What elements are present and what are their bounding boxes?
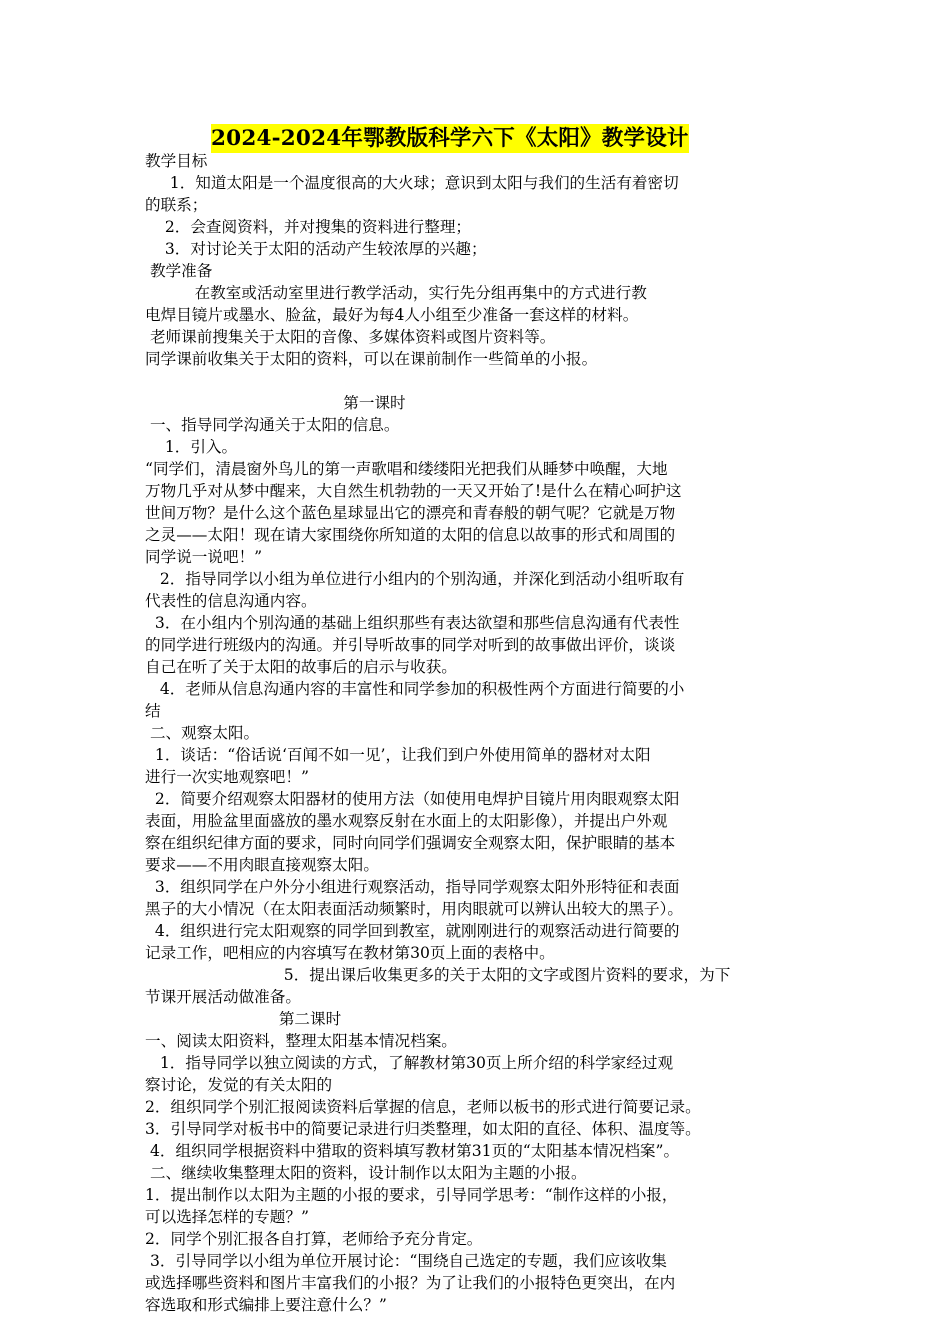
text-line: 电焊目镜片或墨水、脸盆，最好为每4人小组至少准备一套这样的材料。 [145,306,639,324]
text-line: 表面，用脸盆里面盛放的墨水观察反射在水面上的太阳影像），并提出户外观 [145,812,668,830]
text-line: 同学课前收集关于太阳的资料，可以在课前制作一些简单的小报。 [145,350,598,368]
text-line: 4．组织同学根据资料中猎取的资料填写教材第31页的“太阳基本情况档案”。 [145,1142,680,1160]
text-line: 结 [145,702,161,720]
text-line: 自己在听了关于太阳的故事后的启示与收获。 [145,658,457,676]
text-line: 1．提出制作以太阳为主题的小报的要求，引导同学思考：“制作这样的小报， [145,1186,678,1204]
text-line: 老师课前搜集关于太阳的音像、多媒体资料或图片资料等。 [145,328,556,346]
text-line: 容选取和形式编排上要注意什么？” [145,1296,387,1314]
text-line: 2．会查阅资料，并对搜集的资料进行整理； [145,218,472,236]
text-line: 可以选择怎样的专题？” [145,1208,309,1226]
text-line: 要求——不用肉眼直接观察太阳。 [145,856,379,874]
text-line: 黑子的大小情况（在太阳表面活动频繁时，用肉眼就可以辨认出较大的黑子）。 [145,900,683,918]
text-line: 的同学进行班级内的沟通。并引导听故事的同学对听到的故事做出评价，谈谈 [145,636,676,654]
text-line: 1．知道太阳是一个温度很高的大火球；意识到太阳与我们的生活有着密切 [145,174,679,192]
text-line: 2．简要介绍观察太阳器材的使用方法（如使用电焊护目镜片用肉眼观察太阳 [145,790,680,808]
text-line: 3．在小组内个别沟通的基础上组织那些有表达欲望和那些信息沟通有代表性 [145,614,680,632]
text-line: 察讨论，发觉的有关太阳的 [145,1076,333,1094]
text-line: 教学准备 [145,262,213,280]
text-line: 教学目标 [145,152,208,170]
text-line: 3．引导同学以小组为单位开展讨论：“围绕自己选定的专题，我们应该收集 [145,1252,667,1270]
text-line: “同学们，清晨窗外鸟儿的第一声歌唱和缕缕阳光把我们从睡梦中唤醒，大地 [145,460,668,478]
text-line: 第一课时 [145,394,406,412]
text-line: 世间万物？是什么这个蓝色星球显出它的漂亮和青春般的朝气呢？它就是万物 [145,504,676,522]
text-line: 或选择哪些资料和图片丰富我们的小报？为了让我们的小报特色更突出，在内 [145,1274,676,1292]
text-line: 1．引入。 [145,438,238,456]
text-line: 1．指导同学以独立阅读的方式，了解教材第30页上所介绍的科学家经过观 [145,1054,674,1072]
text-line: 一、指导同学沟通关于太阳的信息。 [145,416,400,434]
text-line: 3．对讨论关于太阳的活动产生较浓厚的兴趣； [145,240,487,258]
text-line: 4．老师从信息沟通内容的丰富性和同学参加的积极性两个方面进行简要的小 [145,680,685,698]
text-line: 4．组织进行完太阳观察的同学回到教室，就刚刚进行的观察活动进行简要的 [145,922,680,940]
text-line: 2．指导同学以小组为单位进行小组内的个别沟通，并深化到活动小组听取有 [145,570,685,588]
text-line: 万物几乎对从梦中醒来，大自然生机勃勃的一天又开始了!是什么在精心呵护这 [145,482,682,500]
text-line: 第二课时 [145,1010,342,1028]
text-line: 二、观察太阳。 [145,724,260,742]
text-line: 同学说一说吧！” [145,548,263,566]
text-line: 察在组织纪律方面的要求，同时向同学们强调安全观察太阳，保护眼睛的基本 [145,834,676,852]
text-line: 在教室或活动室里进行教学活动，实行先分组再集中的方式进行教 [145,284,647,302]
text-line: 一、阅读太阳资料，整理太阳基本情况档案。 [145,1032,457,1050]
text-line: 进行一次实地观察吧！” [145,768,309,786]
text-line [145,370,815,392]
text-line: 3．组织同学在户外分小组进行观察活动，指导同学观察太阳外形特征和表面 [145,878,680,896]
document-title: 2024-2024年鄂教版科学六下《太阳》教学设计 [211,126,689,151]
text-line: 2．同学个别汇报各自打算，老师给予充分肯定。 [145,1230,483,1248]
text-line: 节课开展活动做准备。 [145,988,301,1006]
text-line: 5．提出课后收集更多的关于太阳的文字或图片资料的要求，为下 [145,966,731,984]
text-line: 3．引导同学对板书中的简要记录进行归类整理，如太阳的直径、体积、温度等。 [145,1120,701,1138]
text-line: 之灵——太阳！现在请大家围绕你所知道的太阳的信息以故事的形式和周围的 [145,526,676,544]
text-line: 的联系； [145,196,208,214]
text-line: 代表性的信息沟通内容。 [145,592,317,610]
text-line: 1．谈话：“俗话说‘百闻不如一见’，让我们到户外使用简单的器材对太阳 [145,746,651,764]
text-line: 记录工作，吧相应的内容填写在教材第30页上面的表格中。 [145,944,555,962]
text-line: 二、继续收集整理太阳的资料，设计制作以太阳为主题的小报。 [145,1164,587,1182]
document-body [145,150,815,1316]
text-line: 2．组织同学个别汇报阅读资料后掌握的信息，老师以板书的形式进行简要记录。 [145,1098,701,1116]
